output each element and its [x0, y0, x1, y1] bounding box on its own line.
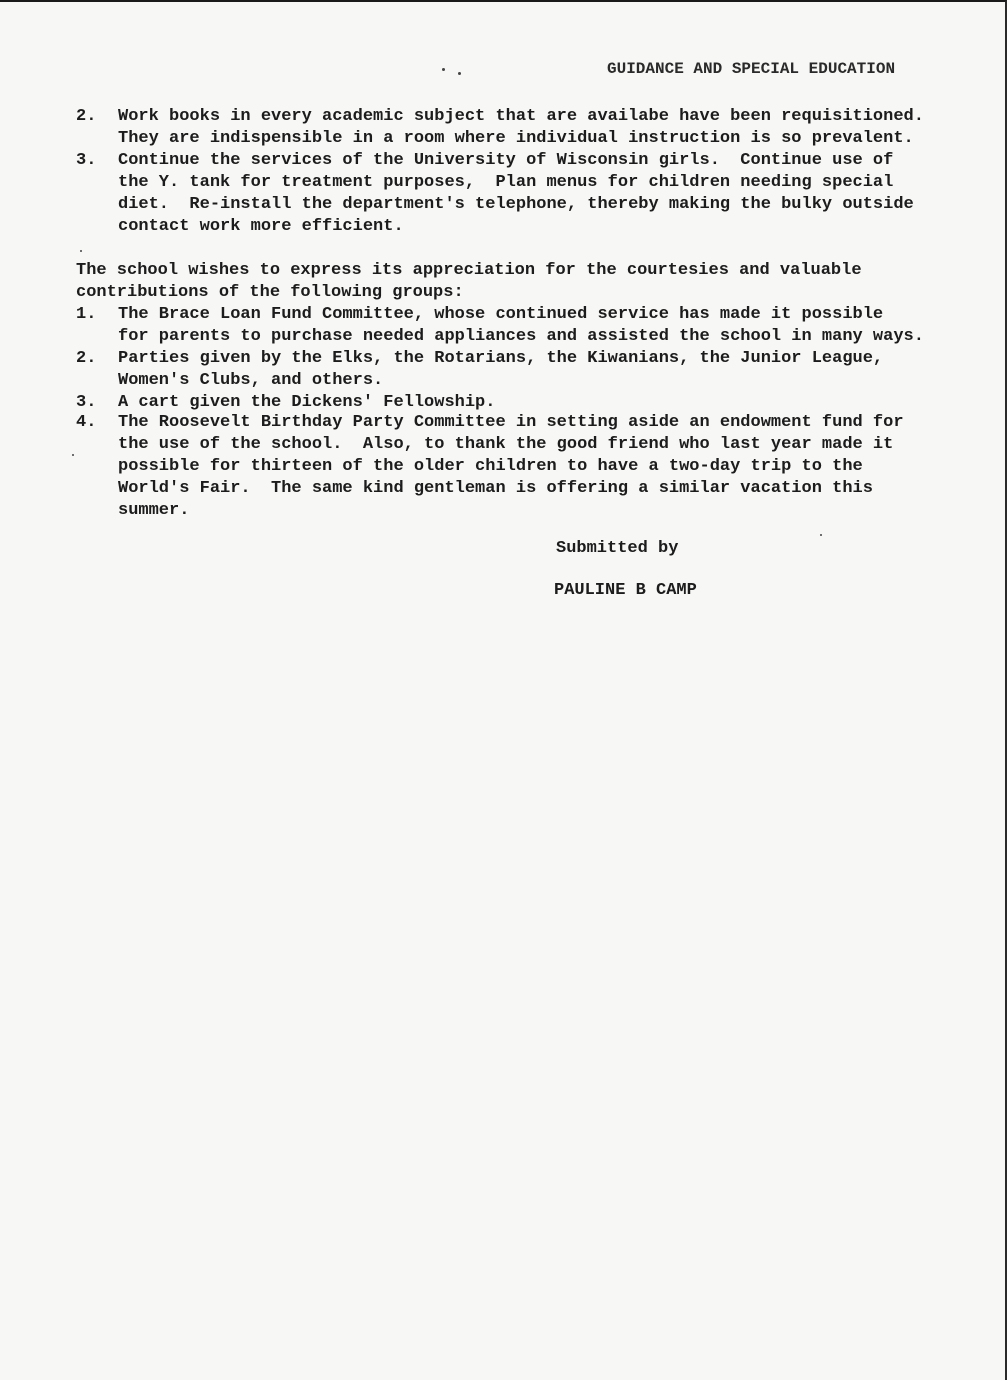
- list2-item-line: The Roosevelt Birthday Party Committee in setting aside an endowment fund for: [118, 413, 904, 432]
- list2-item-line: World's Fair. The same kind gentleman is offering a similar vacation this: [118, 479, 873, 498]
- page-header: GUIDANCE AND SPECIAL EDUCATION: [607, 60, 896, 78]
- list2-item-line: the use of the school. Also, to thank the good friend who last year made it: [118, 435, 894, 454]
- scan-speck: [80, 250, 82, 252]
- signatory-name: PAULINE B CAMP: [554, 581, 697, 600]
- list2-item-number: 2.: [76, 349, 97, 368]
- list2-item-line: for parents to purchase needed appliances and assisted the school in many ways.: [118, 327, 924, 346]
- list1-item-number: 2.: [76, 107, 97, 126]
- list2-item-line: Parties given by the Elks, the Rotarians, the Kiwanians, the Junior League,: [118, 349, 884, 368]
- intro-line: contributions of the following groups:: [76, 283, 464, 302]
- scan-speck: [820, 534, 822, 536]
- list2-item-line: The Brace Loan Fund Committee, whose continued service has made it possible: [118, 305, 884, 324]
- list1-item-line: Continue the services of the University of Wisconsin girls. Continue use of: [118, 151, 894, 170]
- list2-item-line: possible for thirteen of the older children to have a two-day trip to the: [118, 457, 863, 476]
- list1-item-line: They are indispensible in a room where individual instruction is so prevalent.: [118, 129, 914, 148]
- list2-item-line: Women's Clubs, and others.: [118, 371, 384, 390]
- list1-item-line: Work books in every academic subject that are availabe have been requisitioned.: [118, 107, 924, 126]
- list2-item-number: 4.: [76, 413, 97, 432]
- list1-item-number: 3.: [76, 151, 97, 170]
- list1-item-line: diet. Re-install the department's telephone, thereby making the bulky outside: [118, 195, 914, 214]
- list2-item-line: A cart given the Dickens' Fellowship.: [118, 393, 496, 412]
- list2-item-number: 3.: [76, 393, 97, 412]
- scan-speck: [442, 68, 445, 71]
- list2-item-number: 1.: [76, 305, 97, 324]
- list1-item-line: the Y. tank for treatment purposes, Plan menus for children needing special: [118, 173, 894, 192]
- list1-item-line: contact work more efficient.: [118, 217, 404, 236]
- scan-speck: [458, 72, 461, 75]
- intro-line: The school wishes to express its appreciation for the courtesies and valuable: [76, 261, 862, 280]
- list2-item-line: summer.: [118, 501, 190, 520]
- scan-speck: [72, 454, 74, 456]
- submitted-by-label: Submitted by: [556, 539, 679, 558]
